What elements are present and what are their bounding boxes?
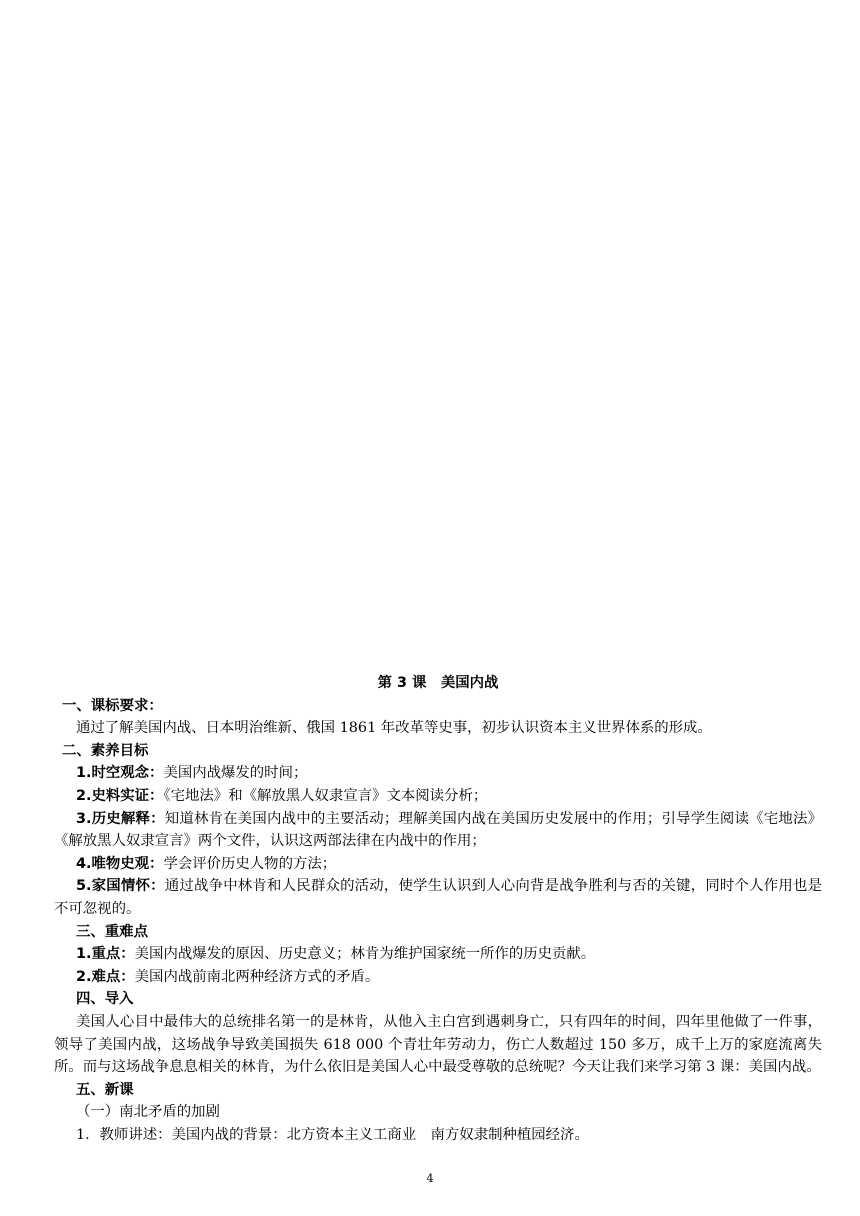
- goal-label: 2.史料实证：: [76, 787, 164, 804]
- key-point-item: [54, 943, 822, 966]
- goal-text: 学会评价历史人物的方法；: [163, 855, 337, 872]
- goal-label: 5.家国情怀：: [76, 878, 165, 895]
- lesson-title: 第 3 课 美国内战: [377, 675, 499, 691]
- goal-text: 美国内战爆发的时间；: [163, 765, 308, 782]
- section-heading-key-points: 三、重难点: [76, 923, 148, 940]
- section-heading-new-lesson: 五、新课: [76, 1081, 134, 1098]
- goal-item: [54, 853, 822, 876]
- key-point-text: 美国内战爆发的原因、历史意义；林肯为维护国家统一所作的历史贡献。: [134, 946, 596, 963]
- goal-label: 1.时空观念：: [76, 765, 164, 782]
- goal-label: 4.唯物史观：: [76, 855, 164, 872]
- goal-item: [54, 808, 822, 853]
- intro-text: 美国人心目中最伟大的总统排名第一的是林肯，从他入主白宫到遇刺身亡，只有四年的时间，四年里他做了一件事，领导了美国内战，这场战争导致美国损失 618 000 个青壮年劳动力，伤亡人数超过 150 多万，成千上万的家庭流离失所。而与这场战争息息相关的林肯，为什么依旧是美国人心中最受尊敬的总统呢？今天让我们来学习第 3 课：美国内战。: [54, 1013, 822, 1076]
- subsection-heading: （一）南北矛盾的加剧: [76, 1104, 220, 1121]
- goal-item: [54, 785, 822, 808]
- lesson-line: 1．教师讲述：美国内战的背景：北方资本主义工商业 南方奴隶制种植园经济。: [76, 1126, 589, 1143]
- key-point-label: 1.重点：: [76, 946, 135, 963]
- goal-text: 知道林肯在美国内战中的主要活动；理解美国内战在美国历史发展中的作用；引导学生阅读《宅地法》《解放黑人奴隶宣言》两个文件，认识这两部法律在内战中的作用；: [54, 810, 822, 850]
- key-point-label: 2.难点：: [76, 968, 135, 985]
- section-heading-curriculum: 一、课标要求：: [62, 697, 163, 714]
- page-number: 4: [426, 1172, 434, 1185]
- curriculum-text: 通过了解美国内战、日本明治维新、俄国 1861 年改革等史事，初步认识资本主义世界体系的形成。: [76, 720, 712, 737]
- key-point-item: [54, 966, 822, 989]
- goal-text: 《宅地法》和《解放黑人奴隶宣言》文本阅读分析；: [163, 787, 488, 804]
- goal-text: 通过战争中林肯和人民群众的活动，使学生认识到人心向背是战争胜利与否的关键，同时个人作用也是不可忽视的。: [54, 878, 822, 917]
- document-body: [54, 672, 822, 1146]
- section-heading-goals: 二、素养目标: [62, 742, 149, 759]
- key-point-text: 美国内战前南北两种经济方式的矛盾。: [134, 968, 380, 985]
- goal-item: [54, 875, 822, 920]
- goal-label: 3.历史解释：: [76, 810, 165, 827]
- section-heading-intro: 四、导入: [76, 991, 134, 1008]
- goal-item: [54, 762, 822, 785]
